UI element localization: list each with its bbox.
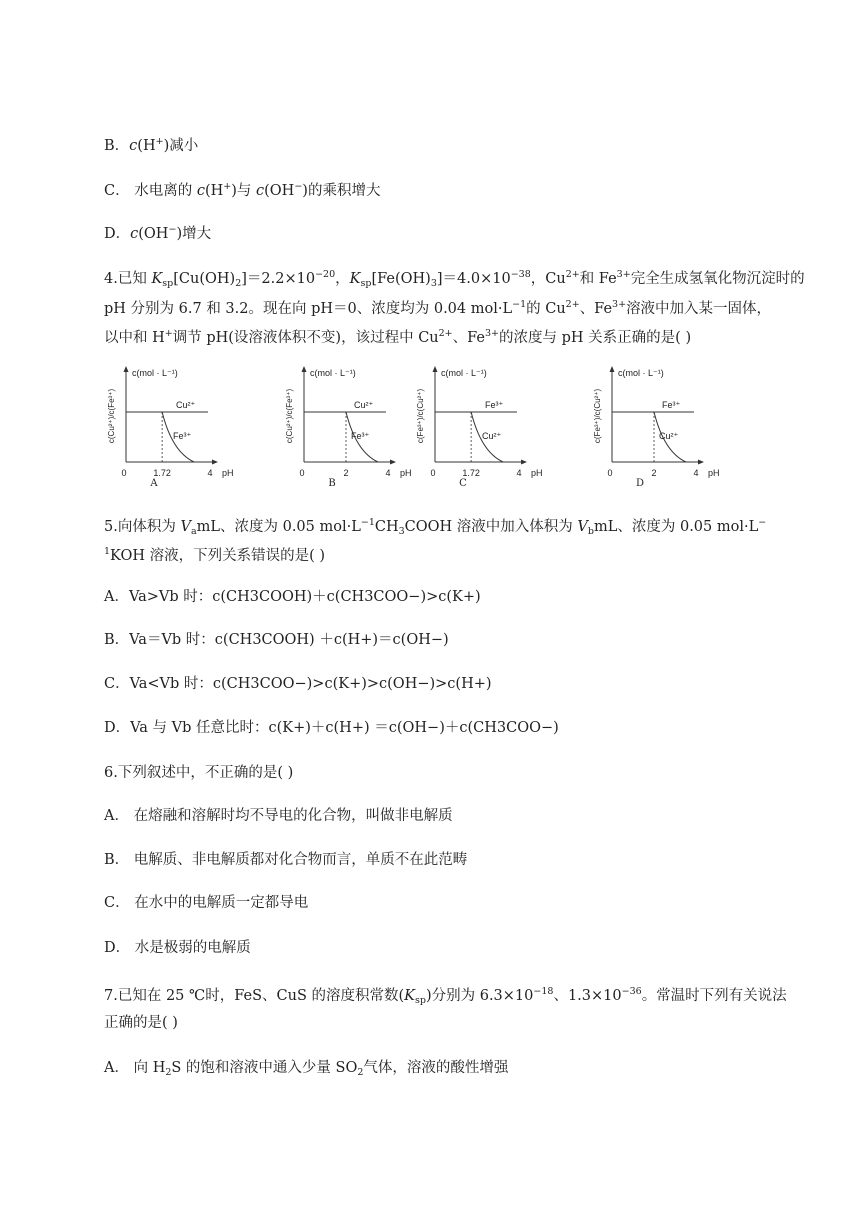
q4-stem-line1: 4.已知 $K_{sp}[Cu(OH)_2]=2.2\times 10^{-20}$，$K_{sp}[Fe(OH)_3]=4.0\times 10^{-38}$，$Cu^{2+}$和 $Fe^{3+}$完全生成氢氧化物沉淀时的 <box>104 269 805 289</box>
x-tick-4: 4 <box>207 468 213 478</box>
curve-series-label: Cu²⁺ <box>482 431 502 441</box>
q3-option-b: B．c(H+)减小 <box>104 136 199 154</box>
x-axis-arrow <box>521 460 527 465</box>
y-axis-arrow <box>433 366 438 372</box>
x-tick-mid: 2 <box>651 468 657 478</box>
graph-a <box>104 360 254 490</box>
x-axis-arrow <box>212 460 218 465</box>
q6-option-c: C． 在水中的电解质一定都导电 <box>104 895 309 911</box>
x-tick-0: 0 <box>430 468 436 478</box>
x-tick-0: 0 <box>121 468 127 478</box>
q7-stem-line1: 7.已知在 25 ℃时，FeS、CuS 的溶度积常数$(K_{sp})$分别为 $6.3\times 10^{-18}$、$1.3\times 10^{-36}$。常温时下列有关说法 <box>104 986 787 1006</box>
curve-series-label: Fe³⁺ <box>351 431 370 441</box>
graph-letter: A <box>150 478 158 489</box>
curve-series-label: Fe³⁺ <box>173 431 192 441</box>
q5-option-d: D．Va 与 Vb 任意比时：c(K+)＋c(H+) ＝c(OH−)＋c(CH3COO−) <box>104 720 559 736</box>
q6-option-d: D． 水是极弱的电解质 <box>104 940 251 956</box>
x-tick-mid: 1.72 <box>153 468 171 478</box>
q5-option-b: B．Va＝Vb 时：c(CH3COOH) ＋c(H+)＝c(OH−) <box>104 632 449 648</box>
x-tick-4: 4 <box>385 468 391 478</box>
y-axis-label: c(Fe³⁺)/c(Cu²⁺) <box>416 388 425 444</box>
graph-letter: C <box>459 478 467 489</box>
q7-option-a: A． 向 $H_2S$ 的饱和溶液中通入少量 $SO_2$气体，溶液的酸性增强 <box>104 1060 509 1078</box>
q5-stem-line2: $^1$KOH 溶液，下列关系错误的是( ) <box>104 546 326 564</box>
x-tick-0: 0 <box>299 468 305 478</box>
x-tick-0: 0 <box>607 468 613 478</box>
x-tick-mid: 1.72 <box>462 468 480 478</box>
y-axis-label: c(Cu²⁺)/c(Fe³⁺) <box>107 388 116 444</box>
y-unit-label: c(mol · L⁻¹) <box>310 368 356 378</box>
x-unit-label: pH <box>531 468 543 478</box>
graph-letter: B <box>328 478 336 489</box>
flat-series-label: Fe³⁺ <box>662 400 681 410</box>
q6-option-b: B． 电解质、非电解质都对化合物而言，单质不在此范畴 <box>104 852 468 868</box>
q5-option-c: C．Va<Vb 时：c(CH3COO−)>c(K+)>c(OH−)>c(H+) <box>104 676 492 692</box>
flat-series-label: Fe³⁺ <box>485 400 504 410</box>
x-tick-4: 4 <box>516 468 522 478</box>
x-unit-label: pH <box>708 468 720 478</box>
y-unit-label: c(mol · L⁻¹) <box>618 368 664 378</box>
y-axis-arrow <box>610 366 615 372</box>
q3-option-c: C． 水电离的 c(H+)与 c(OH−)的乘积增大 <box>104 181 381 199</box>
x-unit-label: pH <box>222 468 234 478</box>
q5-stem-line1: 5.向体积为 $V_amL$、浓度为 0.05 $mol\cdot L^{-1}CH_3COOH$ 溶液中加入体积为 $V_bmL$、浓度为 0.05 mol·L− <box>104 517 767 537</box>
graph-c <box>413 360 563 490</box>
x-tick-4: 4 <box>693 468 699 478</box>
graph-letter: D <box>635 478 645 489</box>
q4-stem-line3: 以中和 H+调节 pH(设溶液体积不变)，该过程中 $Cu^{2+}$、$Fe^{3+}$的浓度与 pH 关系正确的是( ) <box>104 328 692 346</box>
x-axis-arrow <box>698 460 704 465</box>
graph-b <box>282 360 432 490</box>
x-unit-label: pH <box>400 468 412 478</box>
y-axis-label: c(Fe³⁺)/c(Cu²⁺) <box>593 388 602 444</box>
flat-series-label: Cu²⁺ <box>176 400 196 410</box>
y-unit-label: c(mol · L⁻¹) <box>132 368 178 378</box>
q5-option-a: A．Va>Vb 时：c(CH3COOH)＋c(CH3COO−)>c(K+) <box>104 589 481 605</box>
x-axis-arrow <box>390 460 396 465</box>
y-axis-label: c(Cu²⁺)/c(Fe³⁺) <box>285 388 294 444</box>
q4-stem-line2: pH 分别为 6.7 和 3.2。现在向 pH＝0、浓度均为 0.04 $mol\cdot L^{-1}$的 $Cu^{2+}$、$Fe^{3+}$溶液中加入某一固体， <box>104 299 772 317</box>
graph-d <box>590 360 740 490</box>
curve-series-label: Cu²⁺ <box>659 431 679 441</box>
q3-option-d: D．c(OH−)增大 <box>104 224 212 242</box>
flat-series-label: Cu²⁺ <box>354 400 374 410</box>
q6-stem: 6.下列叙述中，不正确的是( ) <box>104 765 294 781</box>
q7-stem-line2: 正确的是( ) <box>104 1015 178 1031</box>
x-tick-mid: 2 <box>343 468 349 478</box>
y-axis-arrow <box>124 366 129 372</box>
y-unit-label: c(mol · L⁻¹) <box>441 368 487 378</box>
y-axis-arrow <box>302 366 307 372</box>
q6-option-a: A． 在熔融和溶解时均不导电的化合物，叫做非电解质 <box>104 808 453 824</box>
